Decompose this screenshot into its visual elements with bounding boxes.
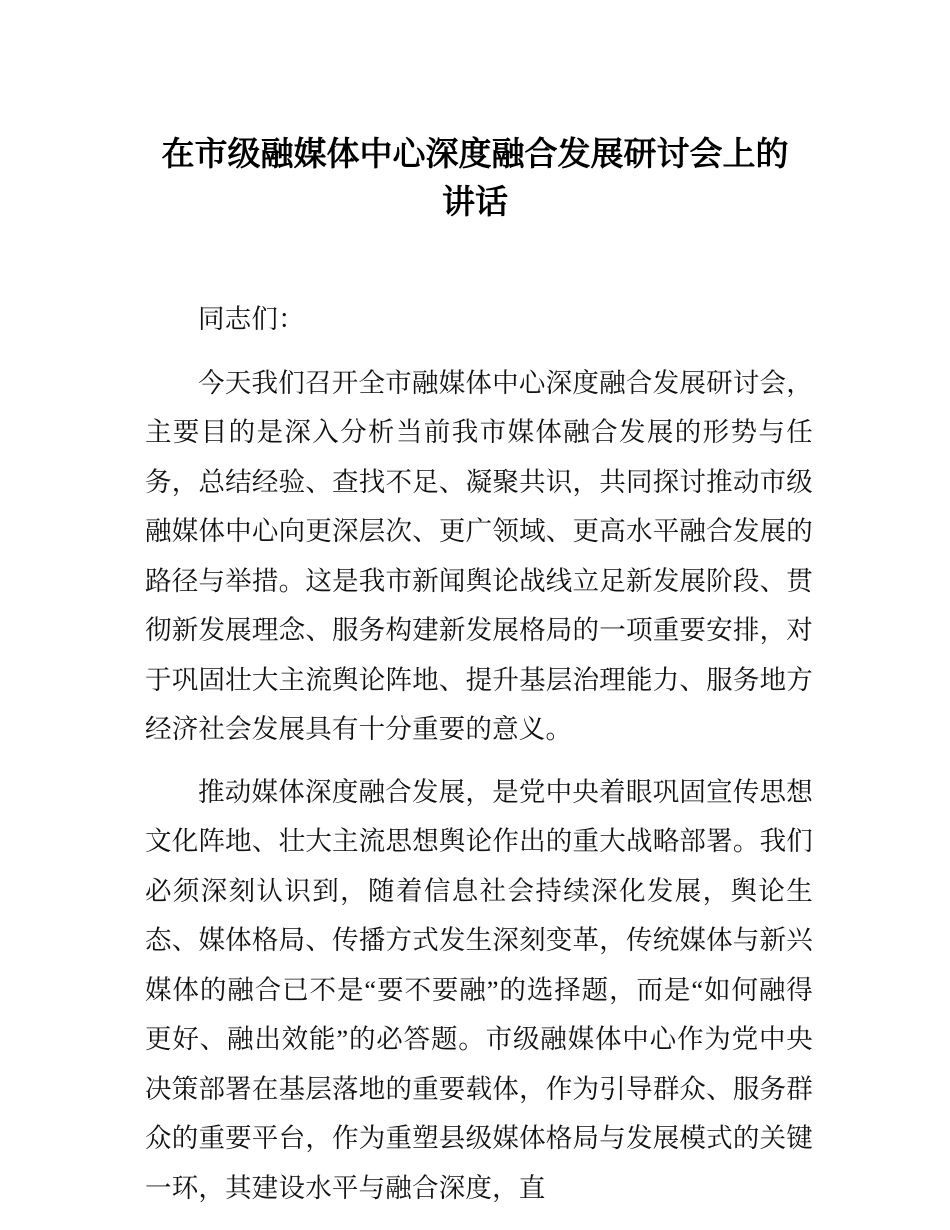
salutation: 同志们： [198, 304, 305, 334]
page-title: 在市级融媒体中心深度融合发展研讨会上的讲话 [161, 135, 789, 221]
body-paragraph-1: 今天我们召开全市融媒体中心深度融合发展研讨会，主要目的是深入分析当前我市媒体融合发展的形势与任务，总结经验、查找不足、凝聚共识，共同探讨推动市级融媒体中心向更深层次、更广领域、更高水平融合发展的路径与举措。这是我市新闻舆论战线立足新发展阶段、贯彻新发展理念、服务构建新发展格局的一项重要安排，对于巩固壮大主流舆论阵地、提升基层治理能力、服务地方经济社会发展具有十分重要的意义。 [145, 367, 813, 744]
document-body [145, 295, 813, 1213]
body-paragraph-2: 推动媒体深度融合发展，是党中央着眼巩固宣传思想文化阵地、壮大主流思想舆论作出的重大战略部署。我们必须深刻认识到，随着信息社会持续深化发展，舆论生态、媒体格局、传播方式发生深刻变革，传统媒体与新兴媒体的融合已不是“要不要融”的选择题，而是“如何融得更好、融出效能”的必答题。市级融媒体中心作为党中央决策部署在基层落地的重要载体，作为引导群众、服务群众的重要平台，作为重塑县级媒体格局与发展模式的关键一环，其建设水平与融合深度，直 [145, 776, 813, 1203]
